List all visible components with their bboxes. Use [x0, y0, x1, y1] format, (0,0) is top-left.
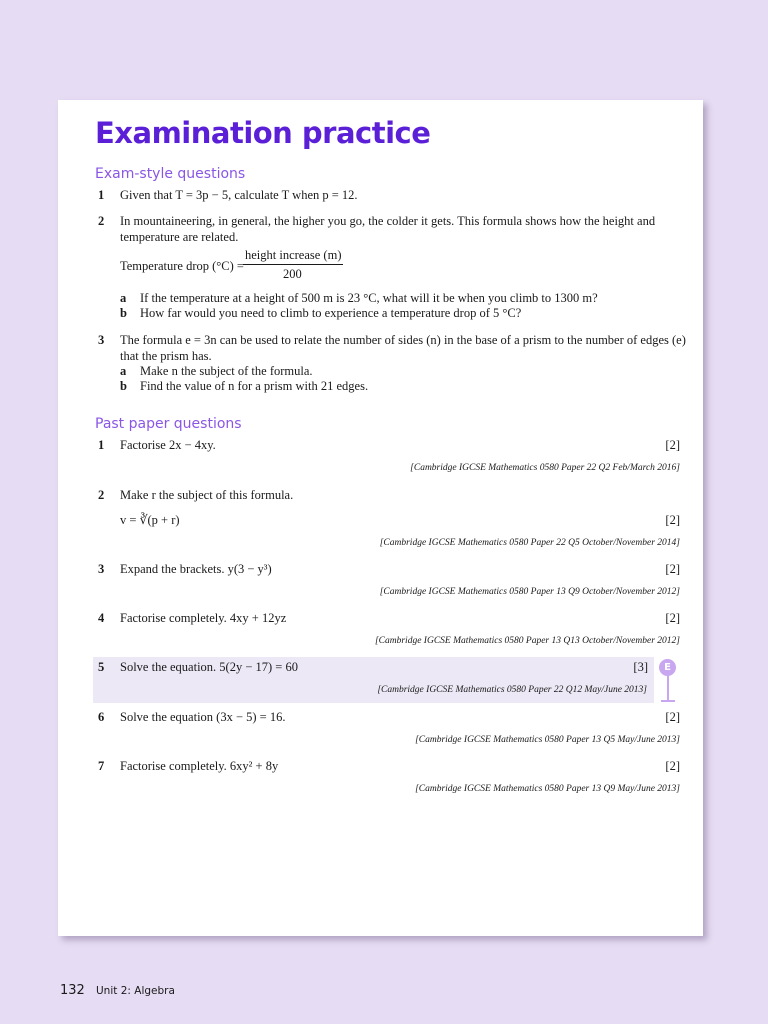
marks: [2] [665, 513, 680, 527]
formula-lhs: Temperature drop (°C) = [120, 259, 244, 273]
marks: [2] [665, 611, 680, 625]
question-number: 1 [98, 188, 105, 202]
question-source: [Cambridge IGCSE Mathematics 0580 Paper 22 Q12 May/June 2013] [377, 685, 647, 695]
question-source: [Cambridge IGCSE Mathematics 0580 Paper 13 Q9 May/June 2013] [415, 784, 680, 794]
question-number: 6 [98, 710, 105, 724]
extended-bracket-end [661, 700, 675, 702]
marks: [2] [665, 562, 680, 576]
formula-numerator: height increase (m) [243, 248, 343, 265]
question-text: The formula e = 3n can be used to relate the number of sides (n) in the base of a prism to the number of edges (e) [120, 333, 686, 347]
formula-denominator: 200 [283, 267, 302, 281]
question-text-cont: that the prism has. [120, 349, 212, 363]
marks: [2] [665, 759, 680, 773]
question-text: Solve the equation (3x − 5) = 16. [120, 710, 286, 724]
extended-badge: E [659, 659, 676, 676]
question-number: 5 [98, 660, 105, 674]
part-label: a [120, 291, 127, 305]
part-text: Make n the subject of the formula. [140, 364, 313, 378]
question-text: Expand the brackets. y(3 − y³) [120, 562, 272, 576]
question-source: [Cambridge IGCSE Mathematics 0580 Paper 13 Q9 October/November 2012] [379, 587, 680, 597]
question-text: Factorise completely. 4xy + 12yz [120, 611, 287, 625]
part-label: a [120, 364, 127, 378]
question-text: Make r the subject of this formula. [120, 488, 294, 502]
formula: v = ∛(p + r) [120, 513, 180, 527]
question-text: Factorise completely. 6xy² + 8y [120, 759, 279, 773]
part-label: b [120, 306, 127, 320]
question-number: 7 [98, 759, 105, 773]
unit-label: Unit 2: Algebra [96, 985, 175, 997]
part-text: Find the value of n for a prism with 21 edges. [140, 379, 369, 393]
question-number: 3 [98, 562, 105, 576]
question-source: [Cambridge IGCSE Mathematics 0580 Paper 22 Q5 October/November 2014] [379, 538, 680, 548]
past-paper-heading: Past paper questions [95, 416, 242, 432]
question-text: Factorise 2x − 4xy. [120, 438, 216, 452]
marks: [2] [665, 438, 680, 452]
marks: [2] [665, 710, 680, 724]
question-source: [Cambridge IGCSE Mathematics 0580 Paper 13 Q13 October/November 2012] [374, 636, 680, 646]
question-text: Given that T = 3p − 5, calculate T when p = 12. [120, 188, 358, 202]
page-title: Examination practice [95, 116, 431, 150]
marks: [3] [633, 660, 648, 674]
question-number: 1 [98, 438, 105, 452]
question-number: 4 [98, 611, 105, 625]
page-number: 132 [60, 983, 85, 998]
question-number: 2 [98, 214, 105, 228]
extended-bracket-line [667, 676, 669, 701]
question-text: In mountaineering, in general, the higher you go, the colder it gets. This formula shows how the height and [120, 214, 656, 228]
part-text: If the temperature at a height of 500 m is 23 °C, what will it be when you climb to 1300 m? [140, 291, 598, 305]
question-text: Solve the equation. 5(2y − 17) = 60 [120, 660, 298, 674]
question-number: 3 [98, 333, 105, 347]
question-number: 2 [98, 488, 105, 502]
page-sheet [58, 100, 703, 936]
question-source: [Cambridge IGCSE Mathematics 0580 Paper 13 Q5 May/June 2013] [415, 735, 680, 745]
exam-style-heading: Exam-style questions [95, 166, 246, 182]
part-label: b [120, 379, 127, 393]
question-source: [Cambridge IGCSE Mathematics 0580 Paper 22 Q2 Feb/March 2016] [410, 463, 680, 473]
question-text-cont: temperature are related. [120, 230, 239, 244]
part-text: How far would you need to climb to experience a temperature drop of 5 °C? [140, 306, 522, 320]
